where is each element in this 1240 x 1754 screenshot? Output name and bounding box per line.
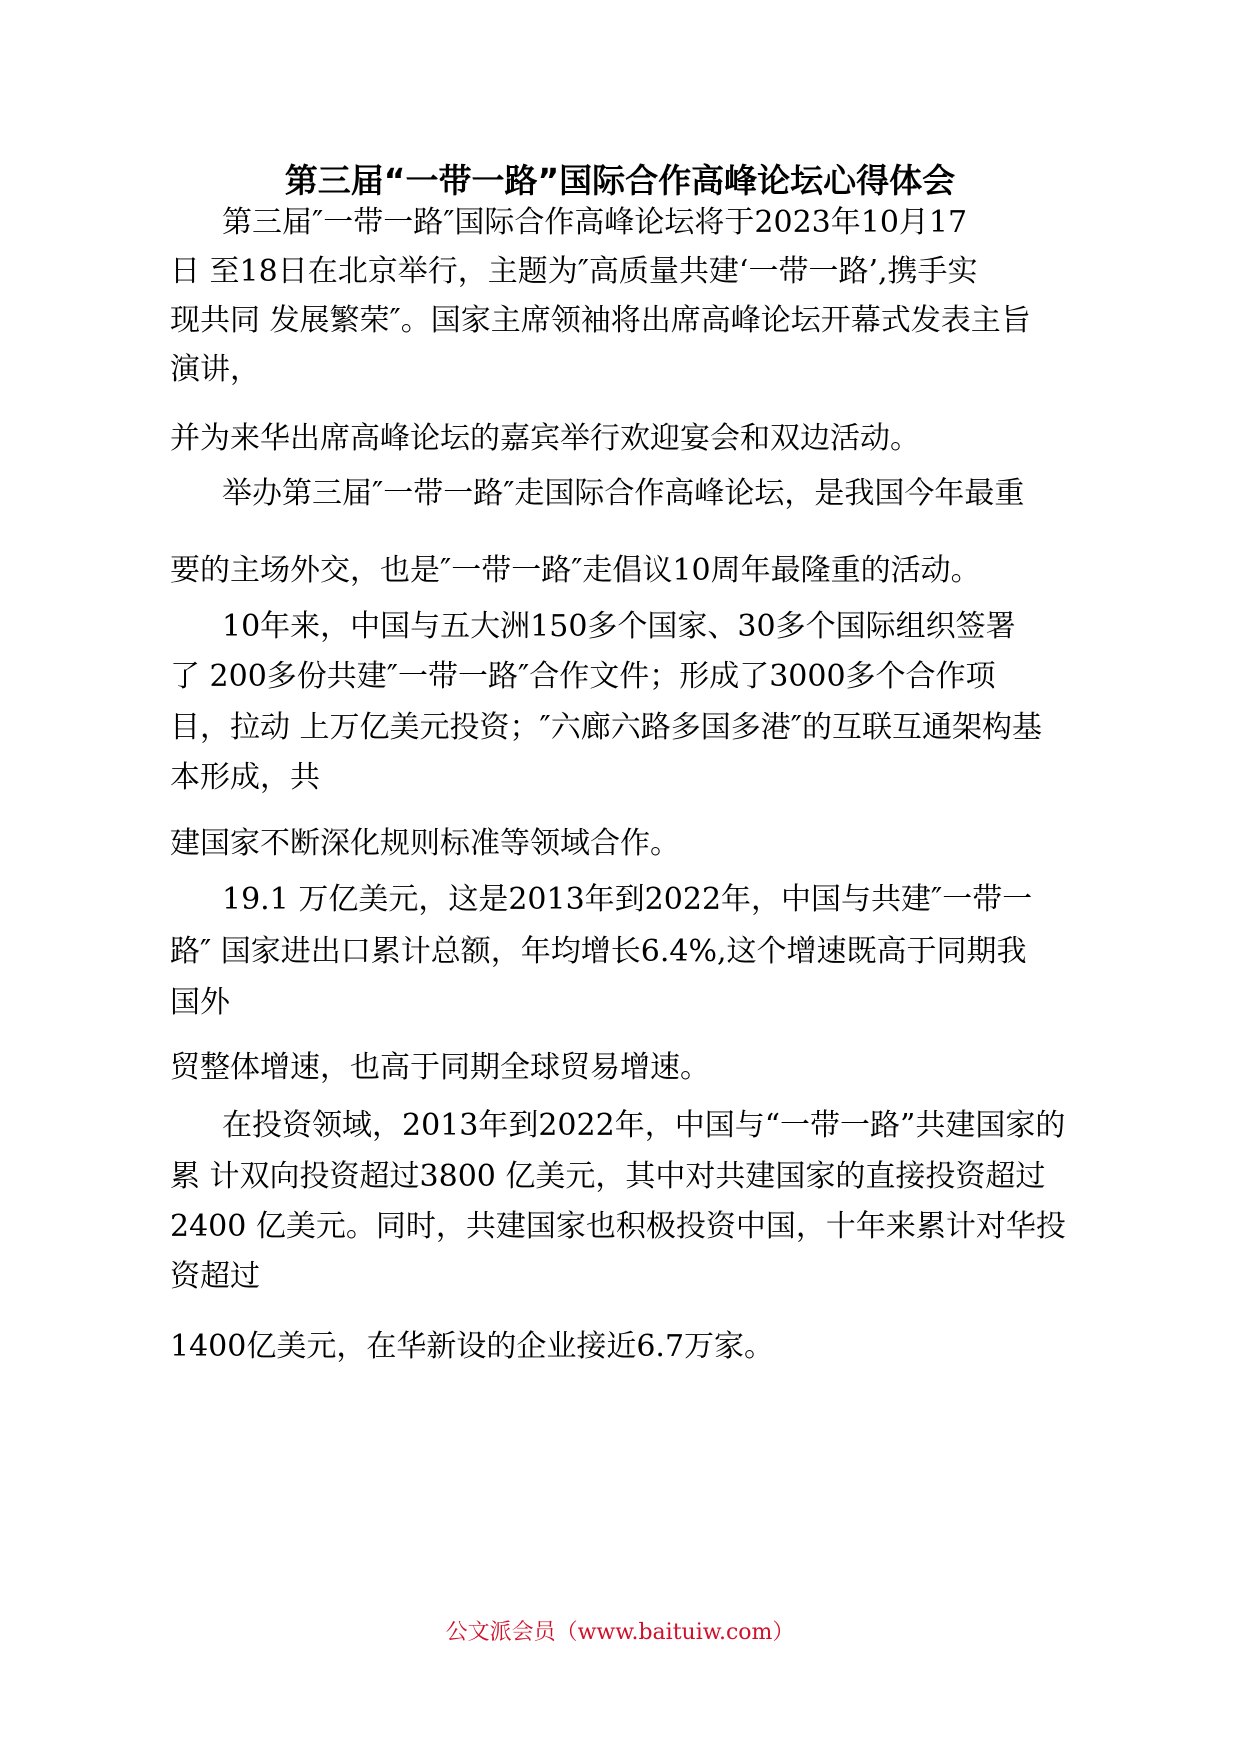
paragraph-6-line-1: 19.1 万亿美元，这是2013年到2022年，中国与共建″一带一 — [222, 882, 1033, 917]
paragraph-8-line-3: 2400 亿美元。同时，共建国家也积极投资中国，十年来累计对华投 — [170, 1209, 1066, 1244]
paragraph-4-line-1: 10年来，中国与五大洲150多个国家、30多个国际组织签署 — [222, 609, 1016, 644]
paragraph-4-line-3: 目，拉动 上万亿美元投资；″六廊六路多国多港″的互联互通架构基 — [170, 710, 1042, 745]
paragraph-1-line-1: 第三届″一带一路″国际合作高峰论坛将于2023年10月17 — [222, 205, 968, 240]
paragraph-8-line-2: 累 计双向投资超过3800 亿美元，其中对共建国家的直接投资超过 — [170, 1159, 1046, 1194]
paragraph-6-line-2: 路″ 国家进出口累计总额，年均增长6.4%,这个增速既高于同期我 — [170, 934, 1027, 969]
paragraph-6-line-3: 国外 — [170, 985, 230, 1020]
paragraph-9-line-1: 1400亿美元，在华新设的企业接近6.7万家。 — [170, 1329, 775, 1364]
paragraph-4-line-2: 了 200多份共建″一带一路″合作文件；形成了3000多个合作项 — [170, 659, 996, 694]
paragraph-1-line-4: 演讲， — [170, 352, 260, 387]
paragraph-2-line-1: 并为来华出席高峰论坛的嘉宾举行欢迎宴会和双边活动。 — [170, 421, 920, 456]
paragraph-4-line-4: 本形成，共 — [170, 760, 320, 795]
paragraph-3-line-1: 举办第三届″一带一路″走国际合作高峰论坛，是我国今年最重 — [222, 476, 1025, 511]
paragraph-7-line-1: 贸整体增速，也高于同期全球贸易增速。 — [170, 1050, 710, 1085]
paragraph-3-line-2: 要的主场外交，也是″一带一路″走倡议10周年最隆重的活动。 — [170, 553, 981, 588]
paragraph-1-line-3: 现共同 发展繁荣″。国家主席领袖将出席高峰论坛开幕式发表主旨 — [170, 303, 1031, 338]
paragraph-8-line-1: 在投资领域，2013年到2022年，中国与“一带一路”共建国家的 — [222, 1108, 1066, 1143]
paragraph-1-line-2: 日 至18日在北京举行，主题为″高质量共建‘一带一路’,携手实 — [170, 254, 978, 289]
document-title: 第三届“一带一路”国际合作高峰论坛心得体会 — [284, 161, 956, 200]
paragraph-5-line-1: 建国家不断深化规则标准等领域合作。 — [170, 826, 680, 861]
footer-membership-link[interactable]: 公文派会员（www.baituiw.com） — [445, 1620, 795, 1645]
paragraph-8-line-4: 资超过 — [170, 1259, 260, 1294]
